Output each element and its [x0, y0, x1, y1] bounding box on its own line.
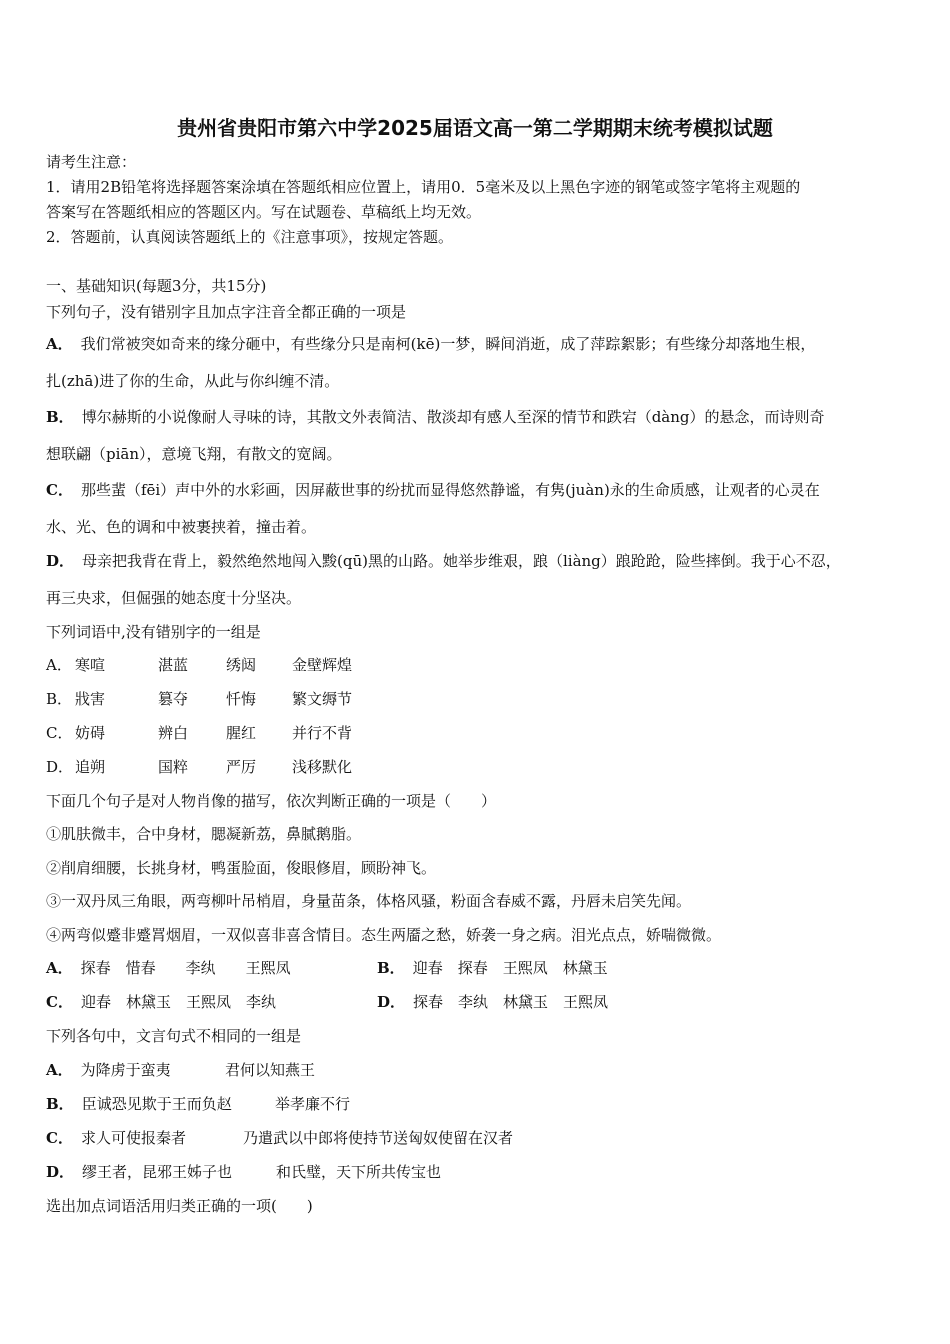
q2-option-d-word-4: 浅移默化: [292, 758, 353, 776]
q4-option-c: [46, 1128, 186, 1148]
q2-option-d-label: D．: [46, 758, 74, 776]
q1-option-d-text: 母亲把我背在背上，毅然绝然地闯入黢(qū)黑的山路。她举步维艰，踉（liàng）踉跄跄，险些摔倒。我于心不忍，: [82, 552, 841, 570]
q3-sentence-3: ③一双丹凤三角眼，两弯柳叶吊梢眉，身量苗条，体格风骚，粉面含春威不露，丹唇未启笑先闻。: [46, 892, 692, 910]
q2-option-b-word-1: 戕害: [75, 690, 106, 708]
q3-option-c: [46, 992, 276, 1012]
option-label: C．: [46, 993, 73, 1011]
q3-option-b: [377, 958, 608, 978]
q4-option-a: [46, 1060, 171, 1080]
q4-option-b-sentence-2: 举孝廉不行: [275, 1095, 351, 1113]
q2-stem: 下列词语中,没有错别字的一组是: [46, 623, 261, 641]
q4-option-d-sentence-2: 和氏璧，天下所共传宝也: [276, 1163, 442, 1181]
q2-option-a-word-1: 寒喧: [75, 656, 106, 674]
page-title: 贵州省贵阳市第六中学2025届语文高一第二学期期末统考模拟试题: [177, 116, 773, 140]
q4-stem: 下列各句中，文言句式不相同的一组是: [46, 1027, 302, 1045]
q4-option-a-sentence-2: 君何以知燕王: [225, 1061, 316, 1079]
notice-item-2: 2．答题前，认真阅读答题纸上的《注意事项》，按规定答题。: [46, 228, 454, 246]
q1-option-b-cont: 想联翩（piān），意境飞翔，有散文的宽阔。: [46, 445, 342, 463]
q3-option-d-text: 探春 李纨 林黛玉 王熙凤: [413, 993, 609, 1011]
q4-option-b: [46, 1094, 232, 1114]
option-label: A．: [46, 335, 73, 353]
notice-heading: 请考生注意：: [46, 153, 137, 171]
q3-option-b-text: 迎春 探春 王熙凤 林黛玉: [412, 959, 608, 977]
q1-option-a: [46, 334, 815, 354]
q3-sentence-4: ④两弯似蹙非蹙罥烟眉，一双似喜非喜含情目。态生两靥之愁，娇袭一身之病。泪光点点，娇喘微微。: [46, 926, 722, 944]
q3-option-c-text: 迎春 林黛玉 王熙凤 李纨: [80, 993, 276, 1011]
q5-stem: 选出加点词语活用归类正确的一项( ): [46, 1197, 313, 1215]
q2-option-d-word-2: 国粹: [158, 758, 189, 776]
q4-option-c-sentence-2: 乃遣武以中郎将使持节送匈奴使留在汉者: [243, 1129, 514, 1147]
q4-option-c-sentence-1: 求人可使报秦者: [80, 1129, 186, 1147]
option-label: A．: [46, 1061, 73, 1079]
q1-stem: 下列句子，没有错别字且加点字注音全都正确的一项是: [46, 303, 407, 321]
q2-option-c-word-2: 辨白: [158, 724, 189, 742]
q3-option-d: [377, 992, 608, 1012]
option-label: B．: [46, 408, 74, 426]
q3-stem: 下面几个句子是对人物肖像的描写，依次判断正确的一项是（ ）: [46, 792, 497, 810]
q2-option-c-label: C．: [46, 724, 73, 742]
q2-option-c-word-4: 并行不背: [292, 724, 353, 742]
q2-option-b-word-3: 忏悔: [226, 690, 257, 708]
option-label: C．: [46, 481, 73, 499]
option-label: C．: [46, 1129, 73, 1147]
option-label: B．: [46, 1095, 74, 1113]
q2-option-b-word-2: 篡夺: [158, 690, 189, 708]
q1-option-b: [46, 407, 825, 427]
q4-option-a-sentence-1: 为降虏于蛮夷: [80, 1061, 171, 1079]
q2-option-b-label: B．: [46, 690, 73, 708]
q1-option-d-cont: 再三央求，但倔强的她态度十分坚决。: [46, 589, 302, 607]
q1-option-a-text: 我们常被突如奇来的缘分砸中，有些缘分只是南柯(kē)一梦，瞬间消逝，成了萍踪絮影；有些缘分却落地生根，: [80, 335, 816, 353]
section-heading: 一、基础知识(每题3分，共15分): [46, 277, 267, 295]
q1-option-c-cont: 水、光、色的调和中被裹挟着，撞击着。: [46, 518, 317, 536]
q2-option-d-word-1: 追朔: [75, 758, 106, 776]
q2-option-a-label: A．: [46, 656, 72, 674]
notice-item-1-cont: 答案写在答题纸相应的答题区内。写在试题卷、草稿纸上均无效。: [46, 203, 482, 221]
q1-option-c: [46, 480, 820, 500]
q3-option-a-text: 探春 惜春 李纨 王熙凤: [80, 959, 291, 977]
q3-option-a: [46, 958, 291, 978]
q4-option-d-sentence-1: 缪王者，昆邪王姊子也: [82, 1163, 233, 1181]
option-label: D．: [377, 993, 406, 1011]
q2-option-a-word-3: 绣闼: [226, 656, 257, 674]
q1-option-b-text: 博尔赫斯的小说像耐人寻味的诗，其散文外表简洁、散淡却有感人至深的情节和跌宕（dàng）的悬念，而诗则奇: [81, 408, 825, 426]
q2-option-a-word-4: 金壁辉煌: [292, 656, 353, 674]
q4-option-d: [46, 1162, 232, 1182]
q2-option-d-word-3: 严厉: [226, 758, 257, 776]
q4-option-b-sentence-1: 臣诚恐见欺于王而负赵: [81, 1095, 232, 1113]
option-label: A．: [46, 959, 73, 977]
notice-item-1: 1．请用2B铅笔将选择题答案涂填在答题纸相应位置上，请用0．5毫米及以上黑色字迹的钢笔或签字笔将主观题的: [46, 178, 801, 196]
q1-option-d: [46, 551, 841, 571]
option-label: D．: [46, 1163, 75, 1181]
q3-sentence-2: ②削肩细腰，长挑身材，鸭蛋脸面，俊眼修眉，顾盼神飞。: [46, 859, 437, 877]
q2-option-a-word-2: 湛蓝: [158, 656, 189, 674]
q2-option-b-word-4: 繁文缛节: [292, 690, 353, 708]
q1-option-a-cont: 扎(zhā)进了你的生命，从此与你纠缠不清。: [46, 372, 340, 390]
q3-sentence-1: ①肌肤微丰，合中身材，腮凝新荔，鼻腻鹅脂。: [46, 825, 362, 843]
q2-option-c-word-3: 腥红: [226, 724, 257, 742]
option-label: B．: [377, 959, 405, 977]
option-label: D．: [46, 552, 75, 570]
q1-option-c-text: 那些蜚（fēi）声中外的水彩画，因屏蔽世事的纷扰而显得悠然静谧，有隽(juàn)永的生命质感，让观者的心灵在: [80, 481, 820, 499]
q2-option-c-word-1: 妨碍: [75, 724, 106, 742]
